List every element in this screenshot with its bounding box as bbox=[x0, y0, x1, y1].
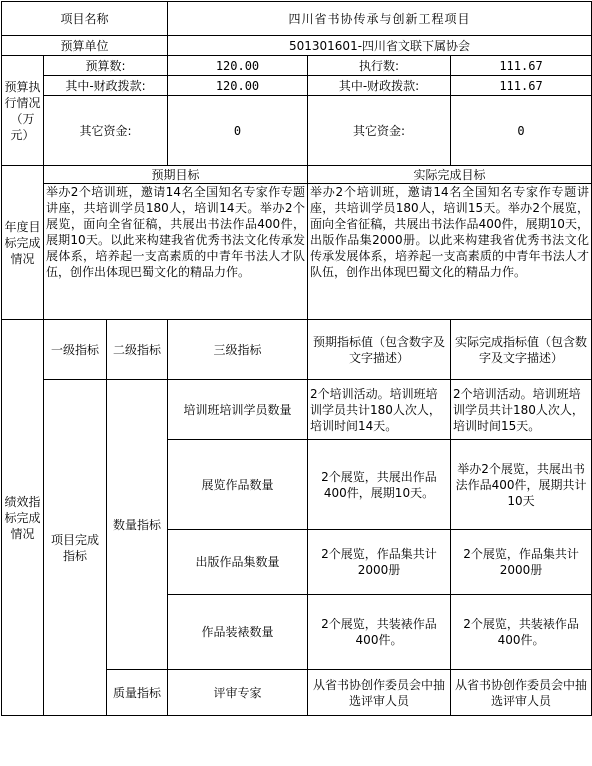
budget-section-label: 预算执行情况（万元） bbox=[2, 56, 44, 166]
indicator-name: 展览作品数量 bbox=[168, 440, 308, 530]
budget-amount-value: 120.00 bbox=[168, 56, 308, 76]
indicator-actual: 从省书协创作委员会中抽选评审人员 bbox=[451, 670, 592, 716]
actual-value-header: 实际完成指标值（包含数字及文字描述） bbox=[451, 320, 592, 380]
performance-report-table bbox=[1, 1, 592, 716]
exec-amount-value: 111.67 bbox=[451, 56, 592, 76]
exec-amount-label: 执行数: bbox=[308, 56, 451, 76]
budget-unit-value: 501301601-四川省文联下属协会 bbox=[168, 36, 592, 56]
indicator-name: 评审专家 bbox=[168, 670, 308, 716]
indicator-actual: 2个培训活动。培训班培训学员共计180人次人，培训时间15天。 bbox=[451, 380, 592, 440]
quantity-indicator-label: 数量指标 bbox=[107, 380, 168, 670]
fiscal-row bbox=[2, 76, 592, 96]
indicator-header-row bbox=[2, 320, 592, 380]
other-funds-row bbox=[2, 96, 592, 166]
other-budget-label: 其它资金: bbox=[44, 96, 168, 166]
table-row bbox=[2, 380, 592, 440]
other-exec-label: 其它资金: bbox=[308, 96, 451, 166]
expected-target-text: 举办2个培训班，邀请14名全国知名专家作专题讲座，共培训学员180人，培训14天。举办2个展览，面向全省征稿，共展出书法作品400件，展期10天。以此来构建我省优秀书法文化传承发展体系，培养起一支高素质的中青年书法人才队伍，创作出体现巴蜀文化的精品力作。 bbox=[44, 184, 308, 320]
indicator-name: 作品装裱数量 bbox=[168, 595, 308, 670]
quality-indicator-label: 质量指标 bbox=[107, 670, 168, 716]
project-name-value: 四川省书协传承与创新工程项目 bbox=[168, 2, 592, 36]
budget-unit-label: 预算单位 bbox=[2, 36, 168, 56]
other-exec-value: 0 bbox=[451, 96, 592, 166]
indicator-name: 培训班培训学员数量 bbox=[168, 380, 308, 440]
indicator-actual: 2个展览，作品集共计2000册 bbox=[451, 530, 592, 595]
budget-amount-label: 预算数: bbox=[44, 56, 168, 76]
performance-section-label: 绩效指标完成情况 bbox=[2, 320, 44, 716]
fiscal-budget-label: 其中-财政拨款: bbox=[44, 76, 168, 96]
annual-header-row bbox=[2, 166, 592, 184]
budget-row bbox=[2, 56, 592, 76]
actual-target-header: 实际完成目标 bbox=[308, 166, 592, 184]
fiscal-budget-value: 120.00 bbox=[168, 76, 308, 96]
unit-row bbox=[2, 36, 592, 56]
level2-header: 二级指标 bbox=[107, 320, 168, 380]
indicator-expected: 2个培训活动。培训班培训学员共计180人次人，培训时间14天。 bbox=[308, 380, 451, 440]
indicator-actual: 举办2个展览，共展出书法作品400件，展期共计10天 bbox=[451, 440, 592, 530]
indicator-actual: 2个展览，共装裱作品400件。 bbox=[451, 595, 592, 670]
project-row bbox=[2, 2, 592, 36]
annual-section-label: 年度目标完成情况 bbox=[2, 166, 44, 320]
fiscal-exec-value: 111.67 bbox=[451, 76, 592, 96]
level3-header: 三级指标 bbox=[168, 320, 308, 380]
project-name-label: 项目名称 bbox=[2, 2, 168, 36]
indicator-expected: 2个展览，共展出作品400件，展期10天。 bbox=[308, 440, 451, 530]
annual-content-row bbox=[2, 184, 592, 320]
fiscal-exec-label: 其中-财政拨款: bbox=[308, 76, 451, 96]
expected-target-header: 预期目标 bbox=[44, 166, 308, 184]
other-budget-value: 0 bbox=[168, 96, 308, 166]
actual-target-text: 举办2个培训班，邀请14名全国知名专家作专题讲座，共培训学员180人，培训15天。举办2个展览，面向全省征稿，共展出书法作品400件，展期10天，出版作品集2000册。以此来构建我省优秀书法文化传承发展体系，培养起一支高素质的中青年书法人才队伍，创作出体现巴蜀文化的精品力作。 bbox=[308, 184, 592, 320]
level1-value: 项目完成指标 bbox=[44, 380, 107, 716]
indicator-expected: 2个展览，共装裱作品400件。 bbox=[308, 595, 451, 670]
indicator-expected: 从省书协创作委员会中抽选评审人员 bbox=[308, 670, 451, 716]
indicator-name: 出版作品集数量 bbox=[168, 530, 308, 595]
indicator-expected: 2个展览，作品集共计2000册 bbox=[308, 530, 451, 595]
expected-value-header: 预期指标值（包含数字及文字描述） bbox=[308, 320, 451, 380]
level1-header: 一级指标 bbox=[44, 320, 107, 380]
